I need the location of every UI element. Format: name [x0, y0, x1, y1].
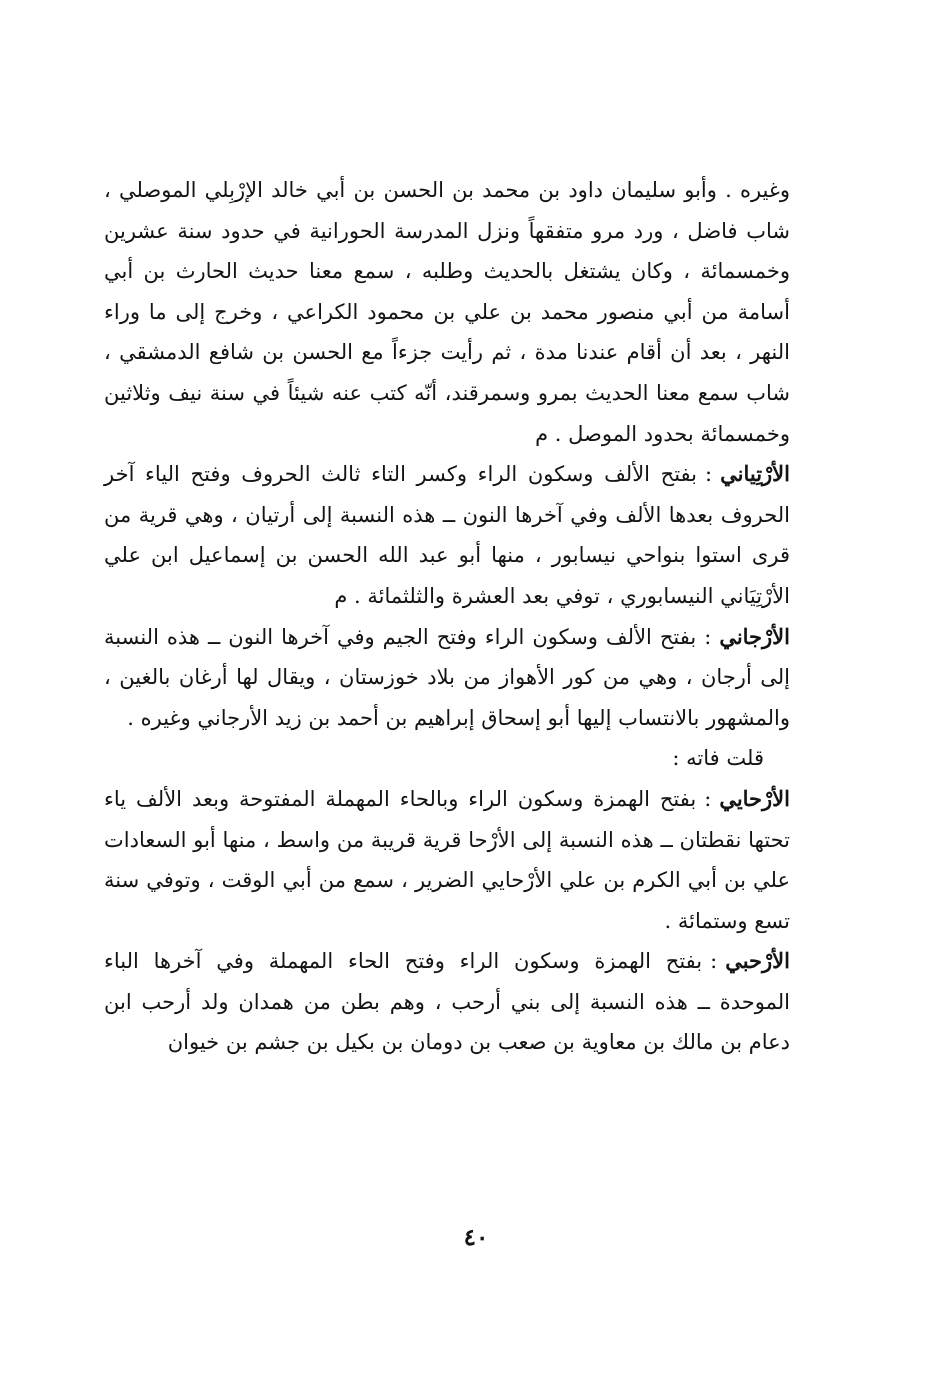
intro-paragraph: وغيره . وأبو سليمان داود بن محمد بن الحسن بن أبي خالد الإرْبِلي الموصلي ، شاب فاضل ، ورد مرو متفقهاً ونزل المدرسة الحورانية في حدود سنة عشرين وخمسمائة ، وكان يشتغل بالحديث وطلبه ، سمع معنا حديث الحارث بن أبي أسامة من أبي منصور محمد بن علي بن محمود الكراعي ، وخرج إلى ما وراء النهر ، بعد أن أقام عندنا مدة ، ثم رأيت جزءاً مع الحسن بن شافع الدمشقي ، شاب سمع معنا الحديث بمرو وسمرقند، أنّه كتب عنه شيئاً في سنة نيف وثلاثين وخمسمائة بحدود الموصل . م — [104, 178, 790, 446]
entry-artiyani — [104, 454, 790, 616]
entry-body: بفتح الهمزة وسكون الراء وبالحاء المهملة المفتوحة وبعد الألف ياء تحتها نقطتان ــ هذه النسبة إلى الأرْحا قرية قريبة من واسط ، منها أبو السعادات علي بن أبي الكرم بن علي الأرْحايي الضرير ، سمع من أبي الوقت ، وتوفي سنة تسع وستمائة . — [104, 786, 790, 933]
page-number: ٤٠ — [463, 1224, 489, 1251]
entry-heading: الأرْحايي — [719, 785, 790, 811]
entry-body: بفتح الهمزة وسكون الراء وفتح الحاء المهملة وفي آخرها الباء الموحدة ــ هذه النسبة إلى بني أرحب ، وهم بطن من همدان ولد أرحب ابن دعام بن مالك بن معاوية بن صعب بن دومان بن بكيل بن جشم بن خيوان — [104, 949, 790, 1055]
entry-colon: : — [704, 624, 712, 649]
entry-body: بفتح الألف وسكون الراء وكسر التاء ثالث الحروف وفتح الياء آخر الحروف بعدها الألف وفي آخرها النون ــ هذه النسبة إلى أرتيان ، وهي قرية من قرى استوا بنواحي نيسابور ، منها أبو عبد الله الحسن بن إسماعيل ابن علي الأرْتِيَاني النيسابوري ، توفي بعد العشرة والثلثمائة . م — [104, 462, 790, 608]
entry-heading: الأرْحبي — [725, 948, 790, 974]
editor-note: قلت فاته : — [672, 746, 764, 771]
entry-colon: : — [710, 949, 718, 974]
entry-heading: الأرْتِياني — [720, 461, 790, 487]
entry-arhabi — [104, 941, 790, 1063]
entry-colon: : — [704, 786, 712, 811]
entry-arjani — [104, 617, 790, 739]
entry-colon: : — [705, 462, 713, 487]
entry-body: بفتح الألف وسكون الراء وفتح الجيم وفي آخرها النون ــ هذه النسبة إلى أرجان ، وهي من كور الأهواز من بلاد خوزستان ، ويقال لها أرغان بالغين ، والمشهور بالانتساب إليها أبو إسحاق إبراهيم بن أحمد بن زيد الأرجاني وغيره . — [104, 624, 790, 730]
entry-heading: الأرْجاني — [719, 623, 790, 649]
page-text — [104, 170, 790, 1063]
entry-arhayi — [104, 779, 790, 941]
